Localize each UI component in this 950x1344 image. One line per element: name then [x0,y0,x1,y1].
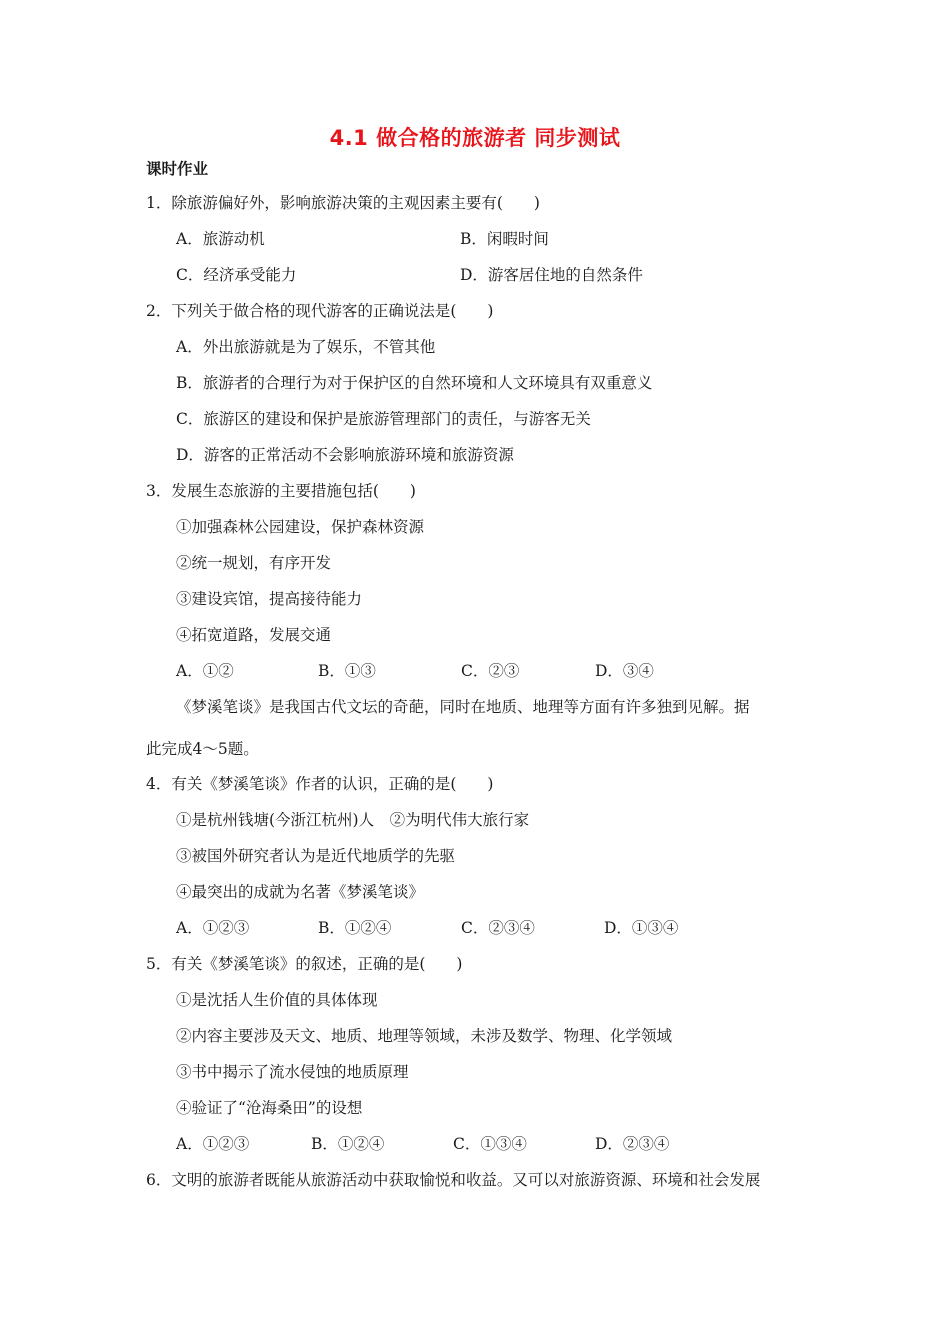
question-5-statement-4: ④验证了“沧海桑田”的设想 [176,1099,363,1117]
question-2-option-d: D．游客的正常活动不会影响旅游环境和旅游资源 [176,446,514,464]
question-1-option-c: C．经济承受能力 [176,266,297,284]
question-6-stem: 6．文明的旅游者既能从旅游活动中获取愉悦和收益。又可以对旅游资源、环境和社会发展 [146,1171,761,1189]
passage-line-1: 《梦溪笔谈》是我国古代文坛的奇葩，同时在地质、地理等方面有许多独到见解。据 [176,698,750,716]
question-4-option-b: B．①②④ [318,919,392,937]
question-4-statement-2: ③被国外研究者认为是近代地质学的先驱 [176,847,456,865]
question-5-option-d: D．②③④ [595,1135,670,1153]
question-4-stem: 4．有关《梦溪笔谈》作者的认识，正确的是( ) [146,775,494,793]
question-5-statement-3: ③书中揭示了流水侵蚀的地质原理 [176,1063,409,1081]
question-3-statement-2: ②统一规划，有序开发 [176,554,332,572]
section-heading: 课时作业 [146,160,209,178]
question-5-statement-2: ②内容主要涉及天文、地质、地理等领域，未涉及数学、物理、化学领域 [176,1027,673,1045]
question-3-option-d: D．③④ [595,662,654,680]
question-2-stem: 2．下列关于做合格的现代游客的正确说法是( ) [146,302,494,320]
question-3-option-b: B．①③ [318,662,376,680]
question-1-option-d: D．游客居住地的自然条件 [460,266,643,284]
question-4-statement-1: ①是杭州钱塘(今浙江杭州)人 ②为明代伟大旅行家 [176,811,530,829]
question-1-option-a: A．旅游动机 [176,230,265,248]
question-3-option-c: C．②③ [461,662,520,680]
page-title: 4.1 做合格的旅游者 同步测试 [329,126,621,150]
question-3-option-a: A．①② [176,662,234,680]
question-5-statement-1: ①是沈括人生价值的具体体现 [176,991,378,1009]
question-2-option-b: B．旅游者的合理行为对于保护区的自然环境和人文环境具有双重意义 [176,374,653,392]
question-4-statement-3: ④最突出的成就为名著《梦溪笔谈》 [176,883,425,901]
question-1-option-b: B．闲暇时间 [460,230,549,248]
question-4-option-a: A．①②③ [176,919,250,937]
question-3-stem: 3．发展生态旅游的主要措施包括( ) [146,482,416,500]
question-3-statement-1: ①加强森林公园建设，保护森林资源 [176,518,425,536]
question-3-statement-3: ③建设宾馆，提高接待能力 [176,590,363,608]
question-1-stem: 1．除旅游偏好外，影响旅游决策的主观因素主要有( ) [146,194,540,212]
question-4-option-d: D．①③④ [604,919,679,937]
question-5-stem: 5．有关《梦溪笔谈》的叙述，正确的是( ) [146,955,463,973]
question-5-option-b: B．①②④ [311,1135,385,1153]
question-2-option-a: A．外出旅游就是为了娱乐，不管其他 [176,338,436,356]
question-3-statement-4: ④拓宽道路，发展交通 [176,626,332,644]
question-4-option-c: C．②③④ [461,919,535,937]
question-5-option-c: C．①③④ [453,1135,527,1153]
passage-line-2: 此完成4～5题。 [146,740,259,758]
question-5-option-a: A．①②③ [176,1135,250,1153]
question-2-option-c: C．旅游区的建设和保护是旅游管理部门的责任，与游客无关 [176,410,591,428]
